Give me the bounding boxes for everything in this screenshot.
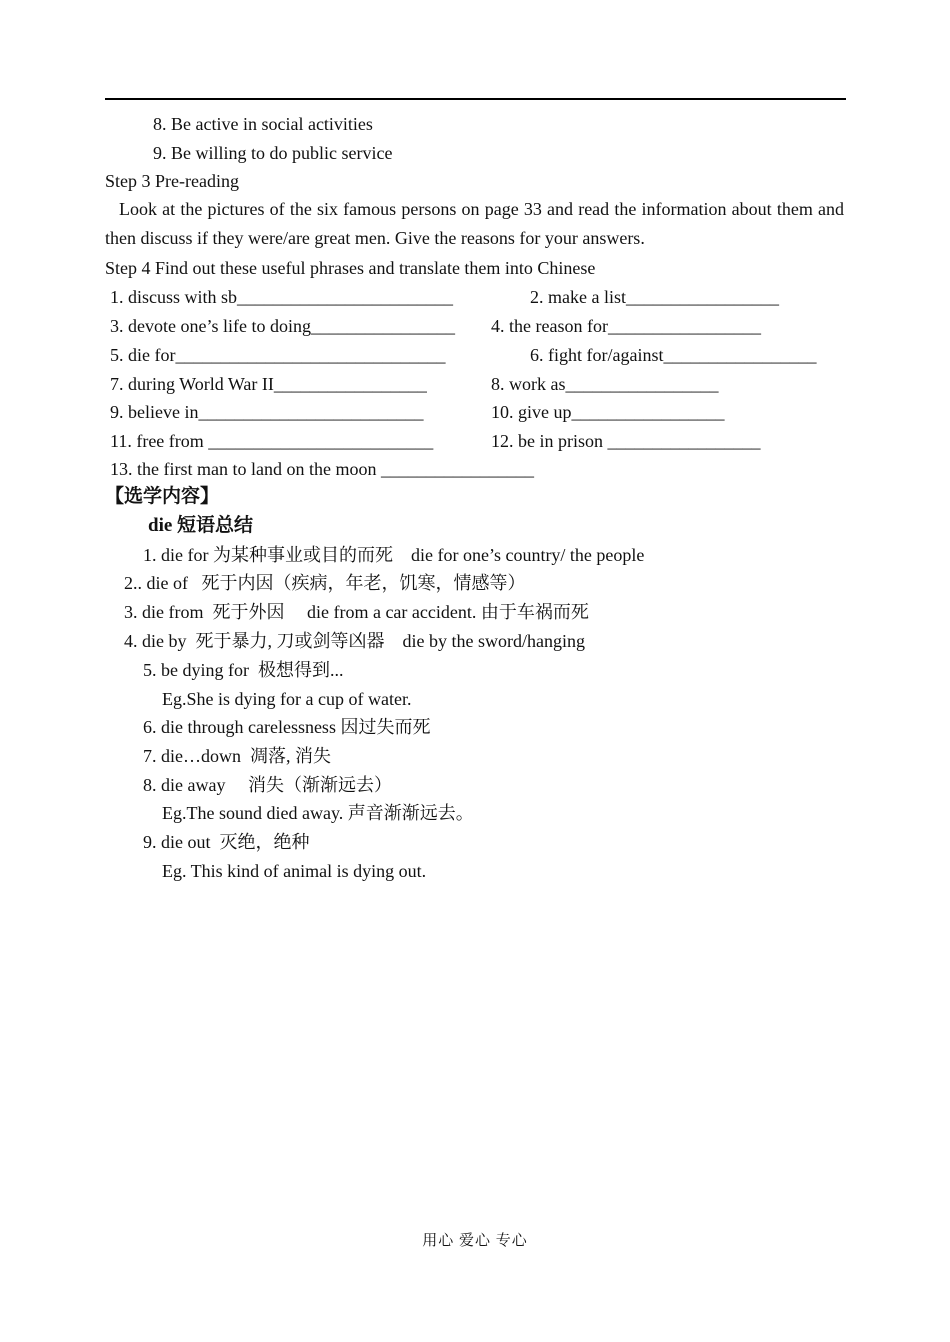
phrase-item: 12. be in prison _________________ <box>491 431 761 451</box>
phrase-item: 7. during World War II_________________ <box>110 374 427 394</box>
example-line: Eg.The sound died away. 声音渐渐远去。 <box>162 803 474 823</box>
die-phrase-line: 5. be dying for 极想得到... <box>143 660 344 680</box>
phrase-item: 6. fight for/against_________________ <box>530 345 817 365</box>
optional-heading: 【选学内容】 <box>105 486 220 507</box>
step3-title: Step 3 Pre-reading <box>105 171 239 191</box>
phrase-item: 13. the first man to land on the moon _________________ <box>110 459 534 479</box>
phrase-item: 5. die for______________________________ <box>110 345 446 365</box>
example-line: Eg.She is dying for a cup of water. <box>162 689 412 709</box>
die-phrase-line: 6. die through carelessness 因过失而死 <box>143 717 431 737</box>
header-rule <box>105 98 846 100</box>
die-phrase-line: 3. die from 死于外因 die from a car accident. 由于车祸而死 <box>124 602 589 622</box>
step4-title: Step 4 Find out these useful phrases and translate them into Chinese <box>105 258 596 278</box>
phrase-item: 10. give up_________________ <box>491 402 725 422</box>
phrase-item: 4. the reason for_________________ <box>491 316 761 336</box>
die-phrase-line: 4. die by 死于暴力, 刀或剑等凶器 die by the sword/hanging <box>124 631 585 651</box>
die-phrase-line: 7. die…down 凋落, 消失 <box>143 746 331 766</box>
example-line: Eg. This kind of animal is dying out. <box>162 861 427 881</box>
die-phrase-line: 1. die for 为某种事业或目的而死 die for one’s country/ the people <box>143 545 645 565</box>
phrase-item: 3. devote one’s life to doing________________ <box>110 316 455 336</box>
step3-body: Look at the pictures of the six famous persons on page 33 and read the information about them and then discuss if they were/are great men. Give the reasons for your answers. <box>105 199 844 248</box>
phrase-item: 8. work as_________________ <box>491 374 719 394</box>
phrase-item: 1. discuss with sb________________________ <box>110 287 454 307</box>
page-footer: 用心 爱心 专心 <box>422 1233 528 1249</box>
list-item-9: 9. Be willing to do public service <box>153 143 393 163</box>
die-phrase-line: 8. die away 消失（渐渐远去） <box>143 775 392 795</box>
list-item-8: 8. Be active in social activities <box>153 114 373 134</box>
optional-subheading: die 短语总结 <box>148 515 254 536</box>
phrase-item: 11. free from _________________________ <box>110 431 434 451</box>
phrase-item: 2. make a list_________________ <box>530 287 779 307</box>
phrase-item: 9. believe in_________________________ <box>110 402 424 422</box>
die-phrase-line: 2.. die of 死于内因（疾病，年老，饥寒，情感等） <box>124 573 526 593</box>
die-phrase-line: 9. die out 灭绝，绝种 <box>143 832 310 852</box>
